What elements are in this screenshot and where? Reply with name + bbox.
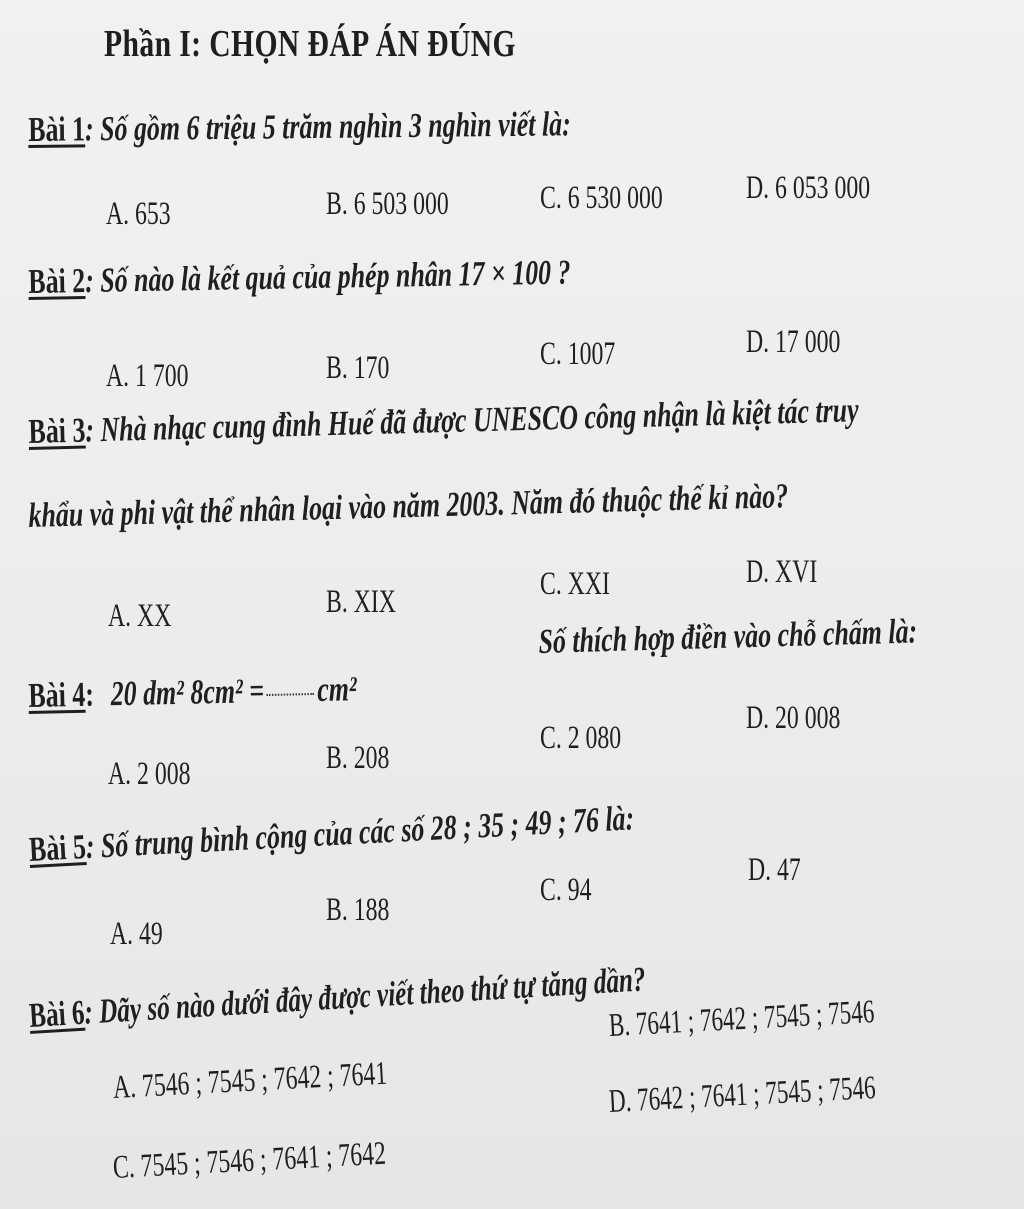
q1-option-d: D. 6 053 000: [746, 170, 871, 206]
question-4-unit: cm²: [316, 669, 358, 709]
q6-option-b: B. 7641 ; 7642 ; 7545 ; 7546: [608, 994, 876, 1044]
q1-option-b: B. 6 503 000: [326, 186, 449, 222]
q2-option-c: C. 1007: [540, 336, 616, 372]
q1-option-c: C. 6 530 000: [540, 180, 663, 216]
question-2-label: Bài 2: [28, 261, 86, 301]
question-4: [28, 669, 357, 716]
q2-option-b: B. 170: [326, 350, 390, 386]
q4-option-b: B. 208: [326, 740, 390, 776]
q4-option-a: A. 2 008: [108, 756, 191, 792]
q3-option-c: C. XXI: [540, 566, 610, 602]
question-3-label: Bài 3: [28, 410, 86, 451]
question-4-prompt: Số thích hợp điền vào chỗ chấm là:: [538, 611, 918, 661]
q1-option-a: A. 653: [106, 196, 171, 232]
question-3-text-line2: khẩu và phi vật thể nhân loại vào năm 2003. Năm đó thuộc thế kỉ nào?: [28, 476, 789, 535]
question-1: [28, 104, 571, 150]
question-1-text: : Số gồm 6 triệu 5 trăm nghìn 3 nghìn viết là:: [84, 104, 571, 149]
q3-option-a: A. XX: [108, 598, 172, 634]
question-3-text: : Nhà nhạc cung đình Huế đã được UNESCO công nhận là kiệt tác truy: [84, 390, 860, 450]
q5-option-d: D. 47: [748, 852, 801, 888]
q2-option-d: D. 17 000: [746, 324, 841, 360]
q2-option-a: A. 1 700: [106, 358, 189, 394]
question-5: [28, 798, 635, 870]
question-6-text: : Dãy số nào dưới đây được viết theo thứ tự tăng dần?: [83, 959, 647, 1032]
question-2-text: : Số nào là kết quả của phép nhân 17 × 100 ?: [84, 252, 571, 301]
question-5-label: Bài 5: [28, 827, 87, 869]
q3-option-b: B. XIX: [326, 584, 396, 620]
q6-option-c: C. 7545 ; 7546 ; 7641 ; 7642: [112, 1135, 387, 1186]
q6-option-d: D. 7642 ; 7641 ; 7545 ; 7546: [608, 1070, 877, 1120]
q4-option-d: D. 20 008: [746, 700, 841, 736]
question-4-label: Bài 4: [28, 674, 86, 715]
question-6-label: Bài 6: [28, 992, 86, 1035]
q4-option-c: C. 2 080: [540, 720, 622, 756]
q3-option-d: D. XVI: [746, 554, 818, 590]
question-3-continuation: [28, 476, 789, 536]
q5-option-a: A. 49: [110, 916, 163, 952]
question-3: [28, 390, 859, 452]
q6-option-a: A. 7546 ; 7545 ; 7642 ; 7641: [112, 1055, 389, 1106]
question-5-text: : Số trung bình cộng của các số 28 ; 35 ; 49 ; 76 là:: [84, 798, 636, 866]
question-6: [28, 959, 647, 1036]
question-4-prompt-line: [538, 611, 918, 662]
q5-option-b: B. 188: [326, 892, 390, 928]
question-4-expression: 20 dm² 8cm² =: [110, 671, 265, 714]
question-4-colon: :: [84, 674, 95, 714]
question-2: [28, 253, 571, 302]
question-1-label: Bài 1: [28, 109, 86, 149]
section-title: Phần I: CHỌN ĐÁP ÁN ĐÚNG: [104, 23, 516, 65]
q5-option-c: C. 94: [540, 872, 592, 908]
fill-in-blank: [267, 693, 314, 696]
